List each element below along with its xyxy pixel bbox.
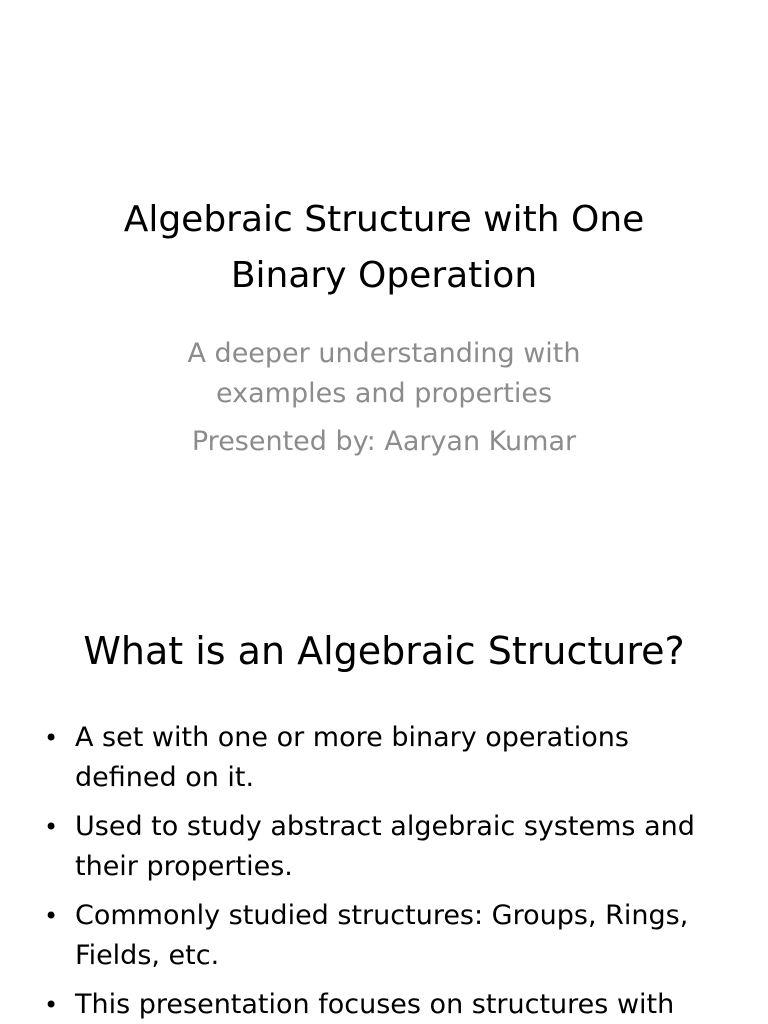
bullet-icon: • [44,724,59,752]
list-item [40,896,730,976]
presentation-title-line-1: Algebraic Structure with One [123,199,645,240]
subtitle-line-1: A deeper understanding with [187,338,581,369]
bullet-icon: • [44,813,59,841]
presenter-name: Presented by: Aaryan Kumar [191,426,577,457]
list-item [40,807,730,887]
bullet-text: This presentation focuses on structures with [75,989,675,1020]
content-slide [0,576,768,1024]
presentation-subtitle [120,334,648,462]
presentation-title-line-2: Binary Operation [230,255,538,296]
presentation-title [60,192,708,304]
bullet-icon: • [44,902,59,930]
bullet-text: Used to study abstract algebraic systems and their properties. [75,811,695,882]
bullet-icon: • [44,991,59,1019]
subtitle-line-2: examples and properties [215,378,553,409]
list-item [40,718,730,798]
bullet-text: A set with one or more binary operations defined on it. [75,722,629,793]
bullet-text: Commonly studied structures: Groups, Rings, Fields, etc. [75,900,689,971]
slide-title: What is an Algebraic Structure? [83,629,685,673]
list-item [40,985,730,1024]
bullet-list [40,718,730,1024]
